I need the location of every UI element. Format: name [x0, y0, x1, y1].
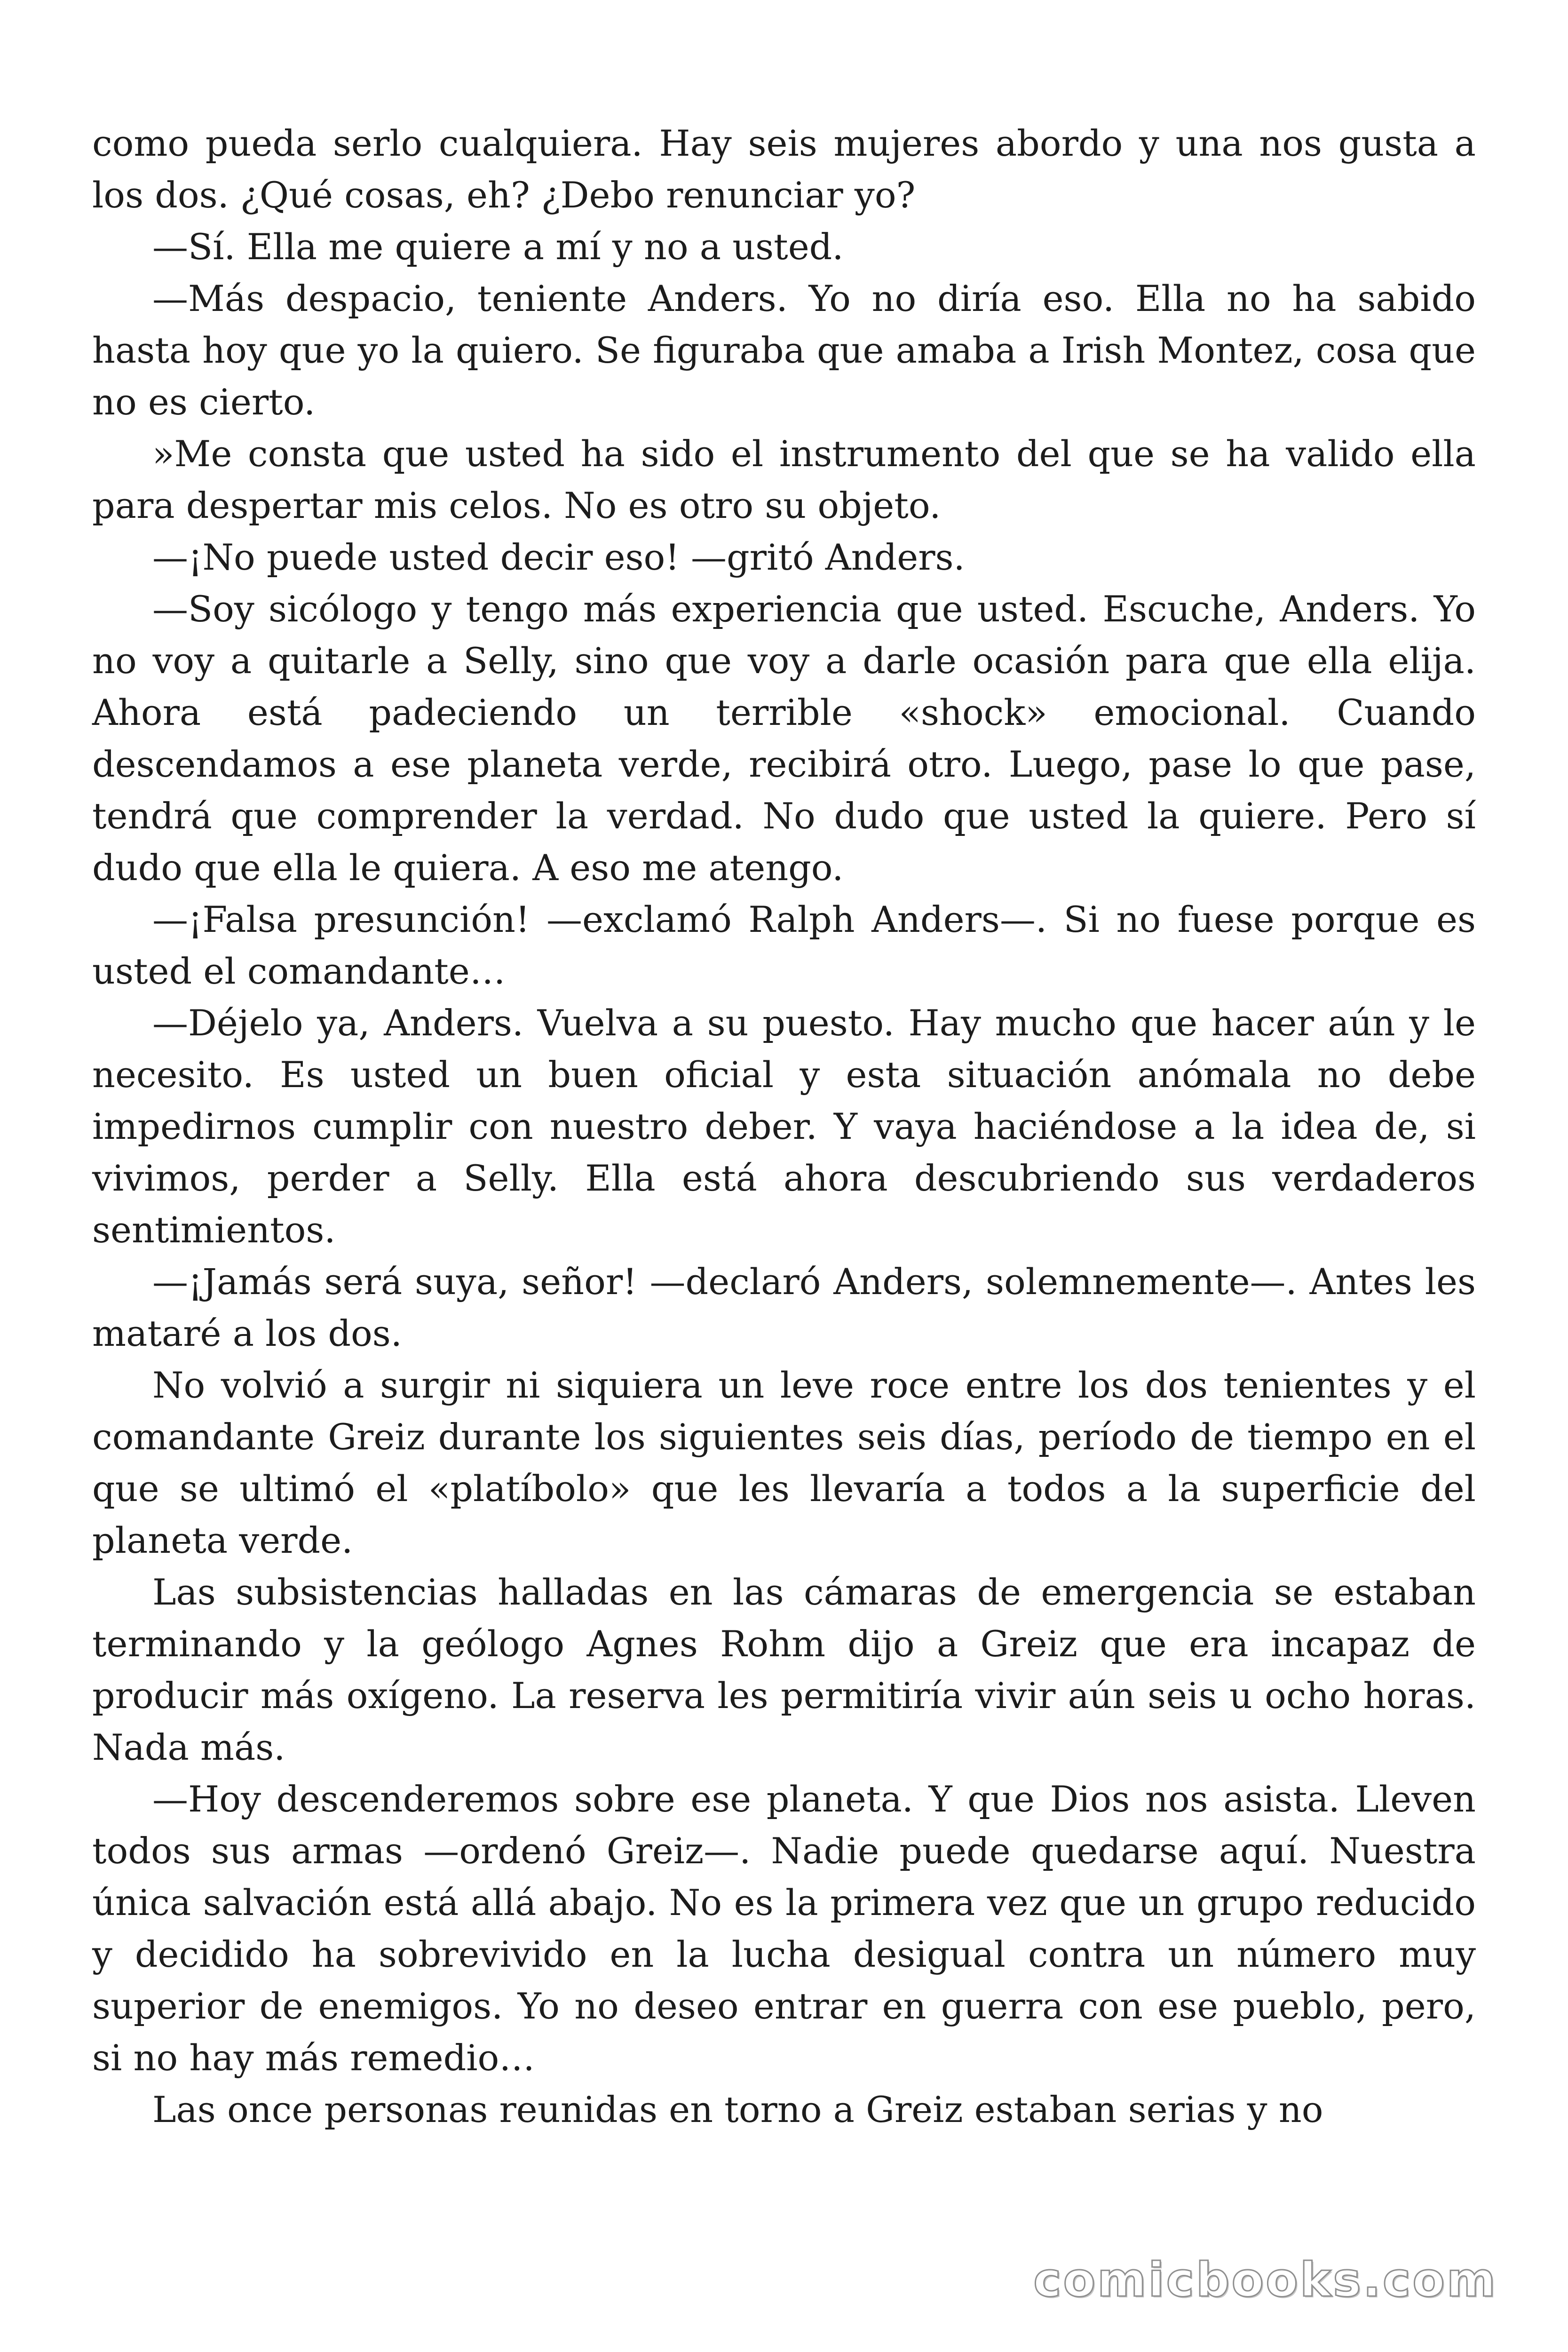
- paragraph: —Más despacio, teniente Anders. Yo no diría eso. Ella no ha sabido hasta hoy que yo la quiero. Se figuraba que amaba a Irish Montez, cosa que no es cierto.: [92, 278, 1476, 423]
- paragraph: —¡No puede usted decir eso! —gritó Anders.: [152, 536, 965, 578]
- paragraph: —Déjelo ya, Anders. Vuelva a su puesto. Hay mucho que hacer aún y le necesito. Es usted un buen oficial y esta situación anómala no debe impedirnos cumplir con nuestro deber. Y vaya haciéndose a la idea de, si vivimos, perder a Selly. Ella está ahora descubriendo sus verdaderos sentimientos.: [92, 1002, 1476, 1251]
- paragraph: —¡Falsa presunción! —exclamó Ralph Anders—. Si no fuese porque es usted el comandante…: [92, 898, 1476, 992]
- paragraph: »Me consta que usted ha sido el instrumento del que se ha valido ella para despertar mis celos. No es otro su objeto.: [92, 433, 1476, 526]
- paragraph: —¡Jamás será suya, señor! —declaró Anders, solemnemente—. Antes les mataré a los dos.: [92, 1261, 1476, 1354]
- paragraph: —Hoy descenderemos sobre ese planeta. Y que Dios nos asista. Lleven todos sus armas —ordenó Greiz—. Nadie puede quedarse aquí. Nuestra única salvación está allá abajo. No es la primera vez que un grupo reducido y decidido ha sobrevivido en la lucha desigual contra un número muy superior de enemigos. Yo no deseo entrar en guerra con ese pueblo, pero, si no hay más remedio…: [92, 1778, 1476, 2079]
- paragraph: —Soy sicólogo y tengo más experiencia que usted. Escuche, Anders. Yo no voy a quitarle a Selly, sino que voy a darle ocasión para que ella elija. Ahora está padeciendo un terrible «shock» emocional. Cuando descendamos a ese planeta verde, recibirá otro. Luego, pase lo que pase, tendrá que comprender la verdad. No dudo que usted la quiere. Pero sí dudo que ella le quiera. A eso me atengo.: [92, 588, 1476, 889]
- watermark-logo: comicbooks.com: [1033, 2252, 1497, 2307]
- page-body: [92, 118, 1476, 2136]
- paragraph-continued: como pueda serlo cualquiera. Hay seis mujeres abordo y una nos gusta a los dos. ¿Qué cosas, eh? ¿Debo renunciar yo?: [92, 122, 1476, 216]
- paragraph: Las subsistencias halladas en las cámaras de emergencia se estaban terminando y la geólogo Agnes Rohm dijo a Greiz que era incapaz de producir más oxígeno. La reserva les permitiría vivir aún seis u ocho horas. Nada más.: [92, 1571, 1476, 1768]
- paragraph-last: Las once personas reunidas en torno a Greiz estaban serias y no: [152, 2089, 1323, 2130]
- paragraph: —Sí. Ella me quiere a mí y no a usted.: [152, 226, 844, 268]
- paragraph: No volvió a surgir ni siquiera un leve roce entre los dos tenientes y el comandante Greiz durante los siguientes seis días, período de tiempo en el que se ultimó el «platíbolo» que les llevaría a todos a la superficie del planeta verde.: [92, 1364, 1476, 1561]
